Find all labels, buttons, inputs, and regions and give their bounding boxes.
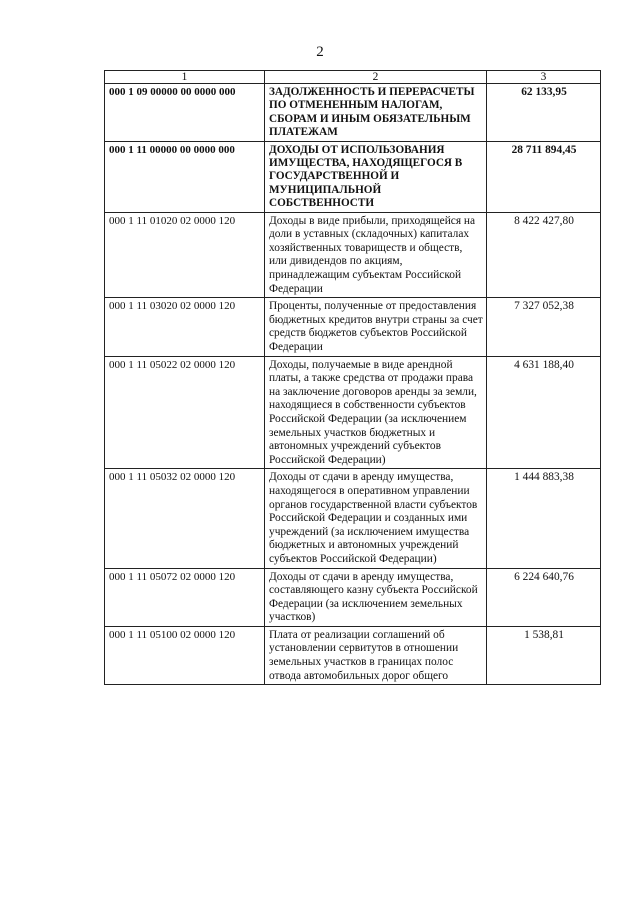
description-cell: Доходы от сдачи в аренду имущества, составляющего казну субъекта Российской Федерации (за исключением земельных участков) [265, 568, 487, 626]
table-row [105, 568, 601, 626]
description-cell: Проценты, полученные от предоставления бюджетных кредитов внутри страны за счет средств бюджетов субъектов Российской Федерации [265, 298, 487, 356]
amount-cell: 7 327 052,38 [487, 298, 601, 356]
amount-cell: 28 711 894,45 [487, 141, 601, 212]
amount-cell: 62 133,95 [487, 84, 601, 142]
description-cell: Доходы в виде прибыли, приходящейся на доли в уставных (складочных) капиталах хозяйственных товариществ и обществ, или дивидендов по акциям, принадлежащим субъектам Российской Федерации [265, 212, 487, 298]
budget-code-cell: 000 1 11 05022 02 0000 120 [105, 356, 265, 469]
budget-code-cell: 000 1 11 01020 02 0000 120 [105, 212, 265, 298]
budget-code-cell: 000 1 11 05072 02 0000 120 [105, 568, 265, 626]
budget-code-cell: 000 1 11 03020 02 0000 120 [105, 298, 265, 356]
budget-code-cell: 000 1 09 00000 00 0000 000 [105, 84, 265, 142]
table-row [105, 469, 601, 568]
table-row [105, 141, 601, 212]
amount-cell: 1 444 883,38 [487, 469, 601, 568]
budget-code-cell: 000 1 11 00000 00 0000 000 [105, 141, 265, 212]
column-header-amount: 3 [487, 71, 601, 84]
description-cell: Доходы от сдачи в аренду имущества, находящегося в оперативном управлении органов государственной власти субъектов Российской Федерации и созданных ими учреждений (за исключением имущества бюджетных и автономных учреждений субъектов Российской Федерации) [265, 469, 487, 568]
description-cell: ЗАДОЛЖЕННОСТЬ И ПЕРЕРАСЧЕТЫ ПО ОТМЕНЕННЫМ НАЛОГАМ, СБОРАМ И ИНЫМ ОБЯЗАТЕЛЬНЫМ ПЛАТЕЖАМ [265, 84, 487, 142]
amount-cell: 4 631 188,40 [487, 356, 601, 469]
description-cell: Плата от реализации соглашений об установлении сервитутов в отношении земельных участков в границах полос отвода автомобильных дорог общего [265, 626, 487, 684]
table-row [105, 298, 601, 356]
table-row [105, 626, 601, 684]
table-row [105, 356, 601, 469]
table-row [105, 84, 601, 142]
description-cell: Доходы, получаемые в виде арендной платы, а также средства от продажи права на заключение договоров аренды за земли, находящиеся в собственности субъектов Российской Федерации (за исключением земельных участков бюджетных и автономных учреждений субъектов Российской Федерации) [265, 356, 487, 469]
budget-code-cell: 000 1 11 05100 02 0000 120 [105, 626, 265, 684]
column-header-code: 1 [105, 71, 265, 84]
amount-cell: 8 422 427,80 [487, 212, 601, 298]
amount-cell: 6 224 640,76 [487, 568, 601, 626]
column-header-description: 2 [265, 71, 487, 84]
description-cell: ДОХОДЫ ОТ ИСПОЛЬЗОВАНИЯ ИМУЩЕСТВА, НАХОДЯЩЕГОСЯ В ГОСУДАРСТВЕННОЙ И МУНИЦИПАЛЬНОЙ СОБСТВЕННОСТИ [265, 141, 487, 212]
table-header-row [105, 71, 601, 84]
budget-code-cell: 000 1 11 05032 02 0000 120 [105, 469, 265, 568]
revenue-table [104, 70, 601, 685]
amount-cell: 1 538,81 [487, 626, 601, 684]
page-number: 2 [316, 44, 324, 60]
table-row [105, 212, 601, 298]
